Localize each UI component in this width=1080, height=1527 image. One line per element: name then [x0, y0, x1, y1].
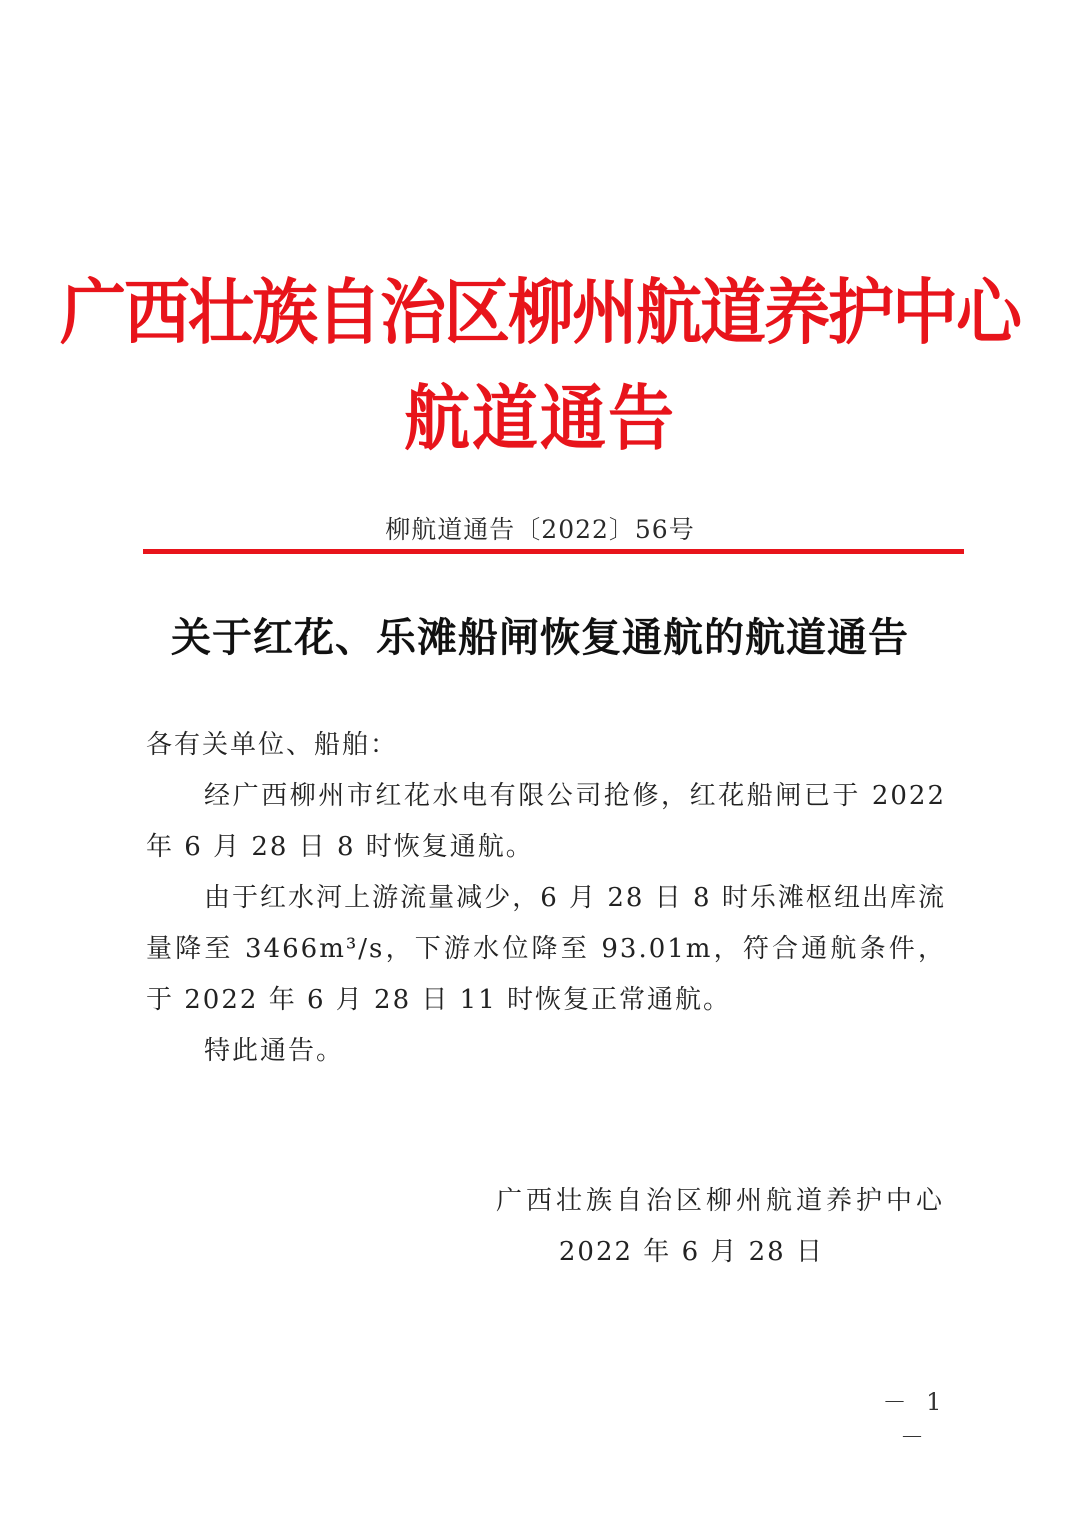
- notice-title: 关于红花、乐滩船闸恢复通航的航道通告: [171, 614, 909, 661]
- body-paragraph-1: 经广西柳州市红花水电有限公司抢修，红花船闸已于 2022 年 6 月 28 日 8 时恢复通航。: [146, 781, 946, 862]
- signature-block: [480, 1176, 946, 1278]
- red-divider-line: [143, 549, 964, 554]
- signature-date: 2022 年 6 月 28 日: [558, 1237, 824, 1267]
- notice-body: [146, 720, 946, 1077]
- issuing-organization-header: 广西壮族自治区柳州航道养护中心: [60, 269, 1020, 355]
- document-number: 柳航道通告〔2022〕56号: [385, 515, 695, 544]
- body-paragraph-2: 由于红水河上游流量减少，6 月 28 日 8 时乐滩枢纽出库流量降至 3466m³/s，下游水位降至 93.01m，符合通航条件，于 2022 年 6 月 28 日 11 时恢复正常通航。: [146, 883, 946, 1015]
- document-type-header: 航道通告: [404, 375, 676, 461]
- page-number: － 1 －: [882, 1388, 948, 1451]
- signature-organization: 广西壮族自治区柳州航道养护中心: [495, 1186, 946, 1216]
- body-paragraph-closing: 特此通告。: [204, 1036, 345, 1066]
- salutation: 各有关单位、船舶：: [146, 730, 399, 760]
